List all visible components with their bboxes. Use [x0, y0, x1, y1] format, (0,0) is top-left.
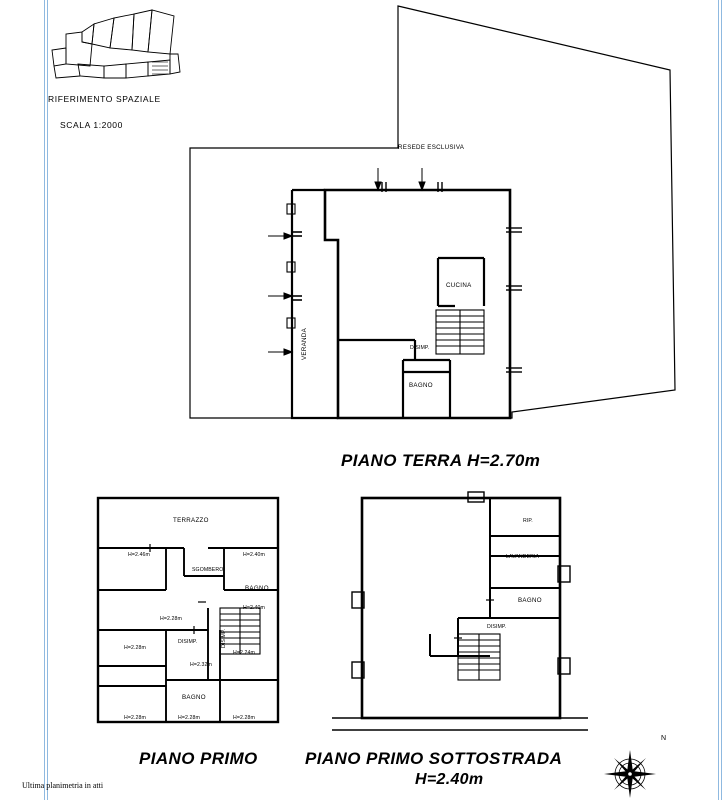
first-floor-dim-6: H=2.32m: [190, 662, 212, 668]
ground-floor-disimp-label: DISIMP.: [410, 345, 430, 351]
basement-floor-drawing: [330, 488, 590, 733]
first-floor-dim-8: H=2.28m: [178, 715, 200, 721]
basement-lavanderia-label: LAVANDERIA: [506, 554, 540, 560]
basement-disimp-label: DISIMP.: [487, 624, 507, 630]
first-floor-dim-7: H=2.28m: [124, 715, 146, 721]
ground-floor-cucina-label: CUCINA: [446, 282, 472, 289]
spatial-reference-title: RIFERIMENTO SPAZIALE: [48, 94, 161, 104]
first-floor-dim-9: H=2.28m: [233, 715, 255, 721]
ground-floor-drawing: [150, 0, 690, 440]
ground-floor-title: PIANO TERRA H=2.70m: [341, 451, 541, 470]
basement-rip-label: RIP.: [523, 518, 533, 524]
spatial-reference-scale: SCALA 1:2000: [60, 120, 123, 130]
first-floor-disimp-label: DISIMP.: [178, 639, 198, 645]
compass-north-label: N: [661, 735, 667, 742]
basement-floor-title-line2: H=2.40m: [415, 771, 484, 788]
first-floor-dim-2: H=2.40m: [243, 605, 265, 611]
page-guide-line-right-2: [721, 0, 722, 800]
footer-note: Ultima planimetria in atti: [22, 781, 104, 790]
first-floor-dim-1: H=2.40m: [243, 552, 265, 558]
page-guide-line-right: [718, 0, 719, 800]
first-floor-title: PIANO PRIMO: [139, 749, 258, 768]
compass-rose-icon: [602, 748, 658, 800]
first-floor-disimp-vertical-label: DISIMP.: [221, 628, 227, 648]
page-guide-line-left-2: [47, 0, 48, 800]
ground-floor-bagno-label: BAGNO: [409, 382, 433, 389]
first-floor-terrazzo-label: TERRAZZO: [173, 517, 209, 524]
first-floor-bagno-bottom-label: BAGNO: [182, 694, 206, 701]
first-floor-sgombero-label: SGOMBERO: [192, 567, 224, 573]
first-floor-dim-5: H=2.24m: [233, 650, 255, 656]
first-floor-dim-0: H=2.46m: [128, 552, 150, 558]
first-floor-bagno-top-label: BAGNO: [245, 585, 269, 592]
basement-bagno-label: BAGNO: [518, 597, 542, 604]
page-guide-line-left: [44, 0, 45, 800]
first-floor-dim-4: H=2.28m: [124, 645, 146, 651]
ground-floor-resede-label: RESEDE ESCLUSIVA: [398, 144, 465, 151]
ground-floor-veranda-label: VERANDA: [301, 327, 308, 360]
basement-floor-title-line1: PIANO PRIMO SOTTOSTRADA: [305, 749, 563, 768]
first-floor-dim-3: H=2.28m: [160, 616, 182, 622]
